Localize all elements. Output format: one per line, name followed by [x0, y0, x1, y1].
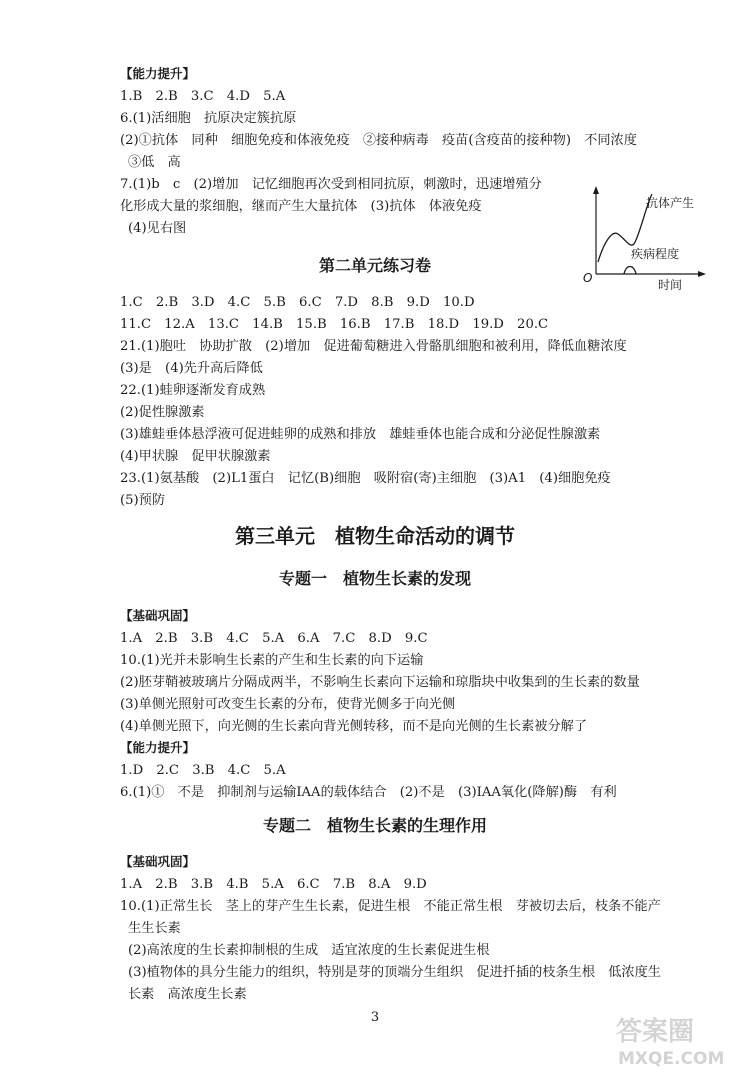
antibody-disease-graph: [582, 186, 710, 292]
y-axis-arrow: [593, 186, 599, 194]
site-watermark: [608, 1012, 748, 1070]
answer-line: 1.C 2.B 3.D 4.C 5.B 6.C 7.D 8.B 9.D 10.D: [120, 295, 475, 310]
x-axis-label: 时间: [658, 278, 683, 292]
unit2-title: 第二单元练习卷: [318, 256, 431, 275]
answer-line: (4)甲状腺 促甲状腺激素: [120, 449, 271, 464]
topic1-title: 专题一 植物生长素的发现: [278, 569, 471, 588]
answer-line: 11.C 12.A 13.C 14.B 15.B 16.B 17.B 18.D 19.D 20.C: [120, 317, 549, 332]
answer-line: (4)见右图: [128, 221, 187, 236]
watermark-url: MXQE.COM: [618, 1049, 725, 1069]
answer-line: 1.B 2.B 3.C 4.D 5.A: [120, 89, 286, 104]
section-label-basic: 【基础巩固】: [120, 608, 196, 623]
answer-line: (5)预防: [120, 493, 166, 508]
page-number: 3: [370, 1010, 380, 1025]
answer-line: 化形成大量的浆细胞，继而产生大量抗体 (3)抗体 体液免疫: [120, 199, 482, 214]
answer-line: 6.(1)① 不是 抑制剂与运输IAA的载体结合 (2)不是 (3)IAA氧化(降解)酶 有利: [120, 785, 617, 800]
answer-line: (3)单侧光照射可改变生长素的分布，使背光侧多于向光侧: [120, 697, 456, 712]
topic2-title: 专题二 植物生长素的生理作用: [262, 816, 487, 835]
answer-line: (4)单侧光照下，向光侧的生长素向背光侧转移，而不是向光侧的生长素被分解了: [120, 719, 588, 734]
answer-line: 1.A 2.B 3.B 4.B 5.A 6.C 7.B 8.A 9.D: [120, 877, 427, 892]
disease-curve-label: 疾病程度: [631, 247, 680, 261]
unit3-title: 第三单元 植物生命活动的调节: [235, 524, 515, 548]
answer-line: (3)雄蛙垂体悬浮液可促进蛙卵的成熟和排放 雄蛙垂体也能合成和分泌促性腺激素: [120, 427, 601, 442]
answer-line: 1.A 2.B 3.B 4.C 5.A 6.A 7.C 8.D 9.C: [120, 631, 428, 646]
answer-line: (3)是 (4)先升高后降低: [120, 361, 263, 376]
answer-line: (2)①抗体 同种 细胞免疫和体液免疫 ②接种病毒 疫苗(含疫苗的接种物) 不同浓度: [120, 133, 637, 148]
antibody-curve-label: 抗体产生: [646, 196, 695, 210]
answer-line: 10.(1)光并未影响生长素的产生和生长素的向下运输: [120, 653, 424, 668]
answer-line: 23.(1)氨基酸 (2)L1蛋白 记忆(B)细胞 吸附宿(寄)主细胞 (3)A1 (4)细胞免疫: [120, 471, 611, 486]
answer-line: (2)促性腺激素: [120, 405, 205, 420]
section-label-ability: 【能力提升】: [120, 740, 196, 755]
answer-line: 10.(1)正常生长 茎上的芽产生生长素，促进生根 不能正常生根 芽被切去后，枝条不能产: [120, 899, 661, 914]
answer-line: 22.(1)蛙卵逐渐发育成熟: [120, 383, 266, 398]
answer-line: ③低 高: [128, 155, 181, 170]
origin-label: O: [583, 271, 593, 285]
watermark-logo-text: 答案圈: [616, 1017, 695, 1047]
answer-line: 1.D 2.C 3.B 4.C 5.A: [120, 763, 286, 778]
answer-line: 长素 高浓度生长素: [128, 987, 247, 1002]
answer-line: 21.(1)胞吐 协助扩散 (2)增加 促进葡萄糖进入骨骼肌细胞和被利用，降低血糖浓度: [120, 339, 627, 354]
answer-line: (3)植物体的具分生能力的组织，特别是芽的顶端分生组织 促进扦插的枝条生根 低浓度生: [128, 965, 661, 980]
answer-line: (2)高浓度的生长素抑制根的生成 适宜浓度的生长素促进生根: [128, 943, 490, 958]
answer-line: (2)胚芽鞘被玻璃片分隔成两半，不影响生长素向下运输和琼脂块中收集到的生长素的数量: [120, 675, 640, 690]
section-label-basic: 【基础巩固】: [120, 854, 196, 869]
section-label-ability: 【能力提升】: [120, 66, 196, 81]
answer-line: 6.(1)活细胞 抗原决定簇抗原: [120, 111, 297, 126]
answer-line: 生生长素: [128, 921, 181, 936]
answer-line: 7.(1)b c (2)增加 记忆细胞再次受到相同抗原，刺激时，迅速增殖分: [120, 177, 542, 192]
